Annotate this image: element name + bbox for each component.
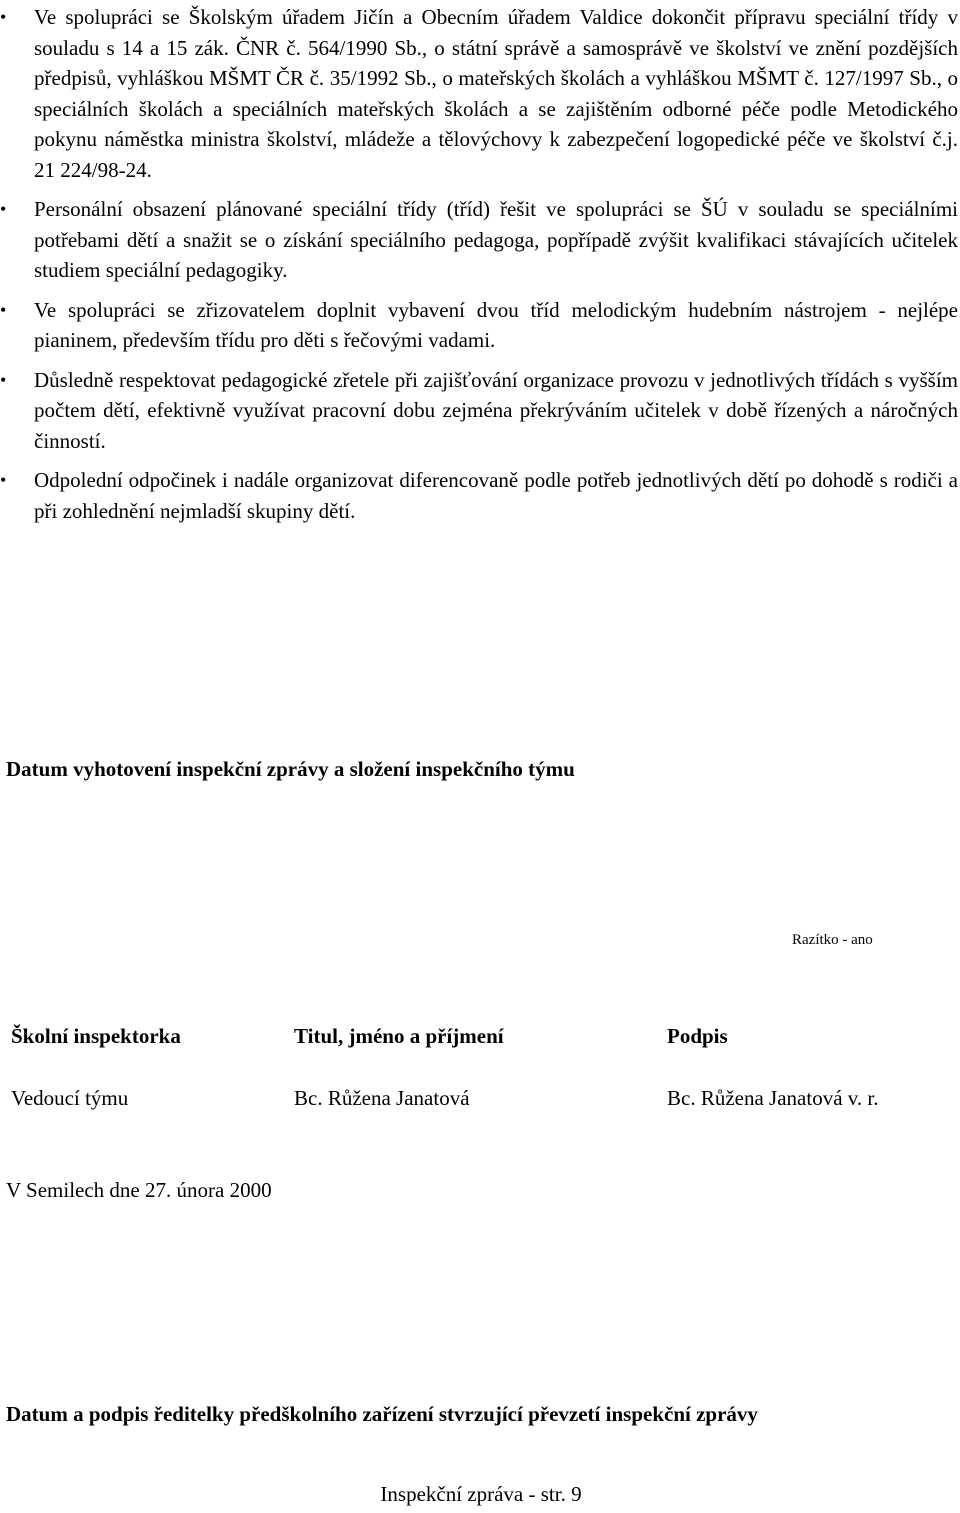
signature-table (0, 1024, 960, 1116)
recommendations-list (0, 2, 958, 535)
header-name: Titul, jméno a příjmení (294, 1024, 504, 1048)
list-item (0, 465, 958, 526)
header-signature: Podpis (667, 1024, 728, 1048)
list-item (0, 2, 958, 185)
bullet-icon: • (0, 299, 7, 320)
stamp-note: Razítko - ano (792, 932, 873, 948)
list-item (0, 295, 958, 356)
list-item (0, 194, 958, 286)
table-row (0, 1086, 960, 1116)
bullet-icon: • (0, 7, 7, 27)
cell-role: Vedoucí týmu (11, 1086, 129, 1110)
cell-name: Bc. Růžena Janatová (294, 1086, 470, 1110)
list-item-text: Důsledně respektovat pedagogické zřetele při zajišťování organizace provozu v jednotlivých třídách s vyšším počtem dětí, efektivně využívat pracovní dobu zejména překrýváním učitelek v době řízených a náročných činností. (34, 367, 958, 453)
place-date: V Semilech dne 27. února 2000 (6, 1178, 272, 1202)
list-item-text: Odpolední odpočinek i nadále organizovat diferencovaně podle potřeb jednotlivých dětí po dohodě s rodiči a při zohlednění nejmladší skupiny dětí. (34, 468, 958, 523)
header-role: Školní inspektorka (11, 1024, 181, 1048)
director-signature-heading: Datum a podpis ředitelky předškolního zařízení stvrzující převzetí inspekční zprávy (6, 1402, 758, 1426)
signature-table-header (0, 1024, 960, 1054)
bullet-icon: • (0, 369, 7, 390)
list-item-text: Ve spolupráci se zřizovatelem doplnit vybavení dvou tříd melodickým hudebním nástrojem - nejlépe pianinem, především třídu pro děti s řečovými vadami. (34, 297, 958, 352)
list-item-text: Personální obsazení plánované speciální třídy (tříd) řešit ve spolupráci se ŠÚ v souladu se speciálními potřebami dětí a snažit se o získání speciálního pedagoga, popřípadě zvýšit kvalifikaci stávajících učitelek studiem speciální pedagogiky. (34, 197, 958, 282)
inspection-date-team-heading: Datum vyhotovení inspekční zprávy a složení inspekčního týmu (6, 757, 575, 781)
list-item (0, 365, 958, 457)
page-footer (0, 1482, 960, 1507)
cell-signature: Bc. Růžena Janatová v. r. (667, 1086, 879, 1110)
list-item-text: Ve spolupráci se Školským úřadem Jičín a Obecním úřadem Valdice dokončit přípravu speciální třídy v souladu s 14 a 15 zák. ČNR č. 564/1990 Sb., o státní správě a samosprávě ve školství ve znění pozdějších předpisů, vyhláškou MŠMT ČR č. 35/1992 Sb., o mateřských školách a vyhláškou MŠMT č. 127/1997 Sb., o speciálních školách a speciálních mateřských školách a se zajištěním odborné péče podle Metodického pokynu náměstka ministra školství, mládeže a tělovýchovy k zabezpečení logopedické péče ve školství č.j. 21 224/98-24. (34, 5, 958, 182)
page-number: Inspekční zpráva - str. 9 (380, 1482, 582, 1506)
bullet-icon: • (0, 199, 7, 219)
bullet-icon: • (0, 470, 7, 490)
